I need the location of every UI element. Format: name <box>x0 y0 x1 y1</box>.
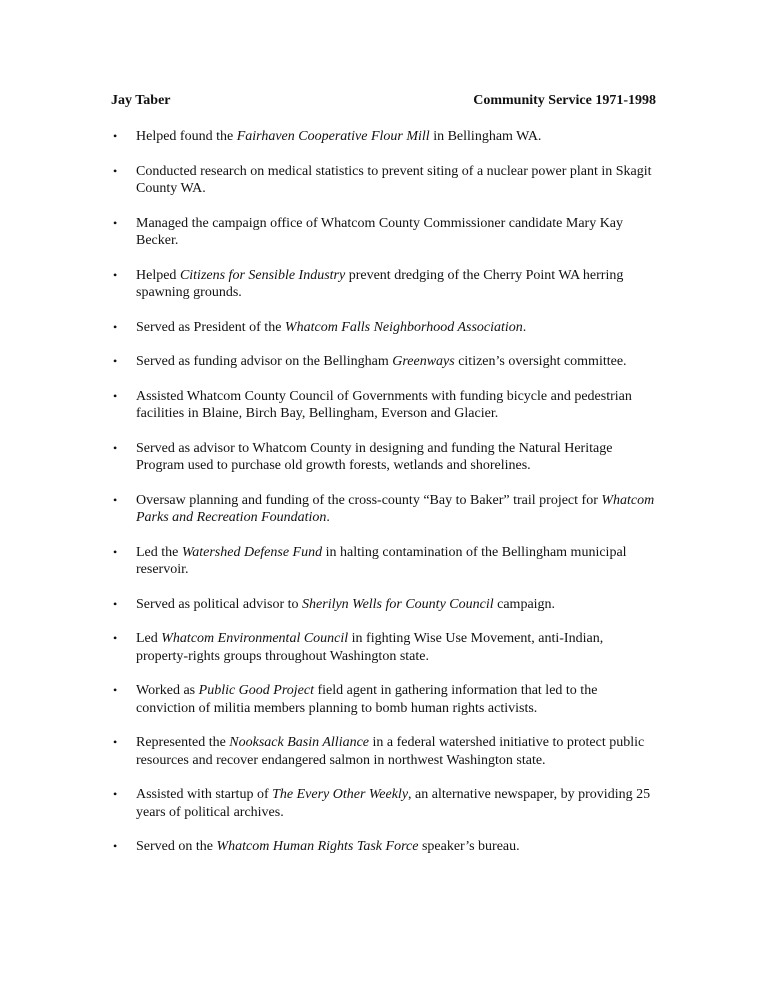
list-item <box>111 163 656 198</box>
document-title: Community Service 1971-1998 <box>473 93 656 108</box>
bullet-icon: • <box>113 544 118 559</box>
bullet-icon: • <box>113 839 118 853</box>
text-segment: Helped found the <box>136 129 237 144</box>
text-segment: Assisted Whatcom County Council of Governments with funding bicycle and pedestrian facilities in Blaine, Birch Bay, Bellingham, Everson and Glacier. <box>136 388 632 421</box>
list-item <box>111 267 656 302</box>
text-segment: speaker’s bureau. <box>418 839 520 854</box>
text-segment: Led <box>136 631 162 646</box>
italic-name: Nooksack Basin Alliance <box>229 735 370 750</box>
text-segment: campaign. <box>493 596 556 612</box>
text-segment: Served on the <box>136 839 217 854</box>
list-item-text <box>136 735 644 768</box>
text-segment: Conducted research on medical statistics to prevent siting of a nuclear power plant in Skagit County WA. <box>136 163 652 196</box>
text-segment: in fighting Wise Use Movement, anti-Indian, property-rights groups throughout Washington state. <box>136 631 604 664</box>
text-segment: field agent in gathering information that led to the conviction of militia members planning to bomb human rights activists. <box>136 683 598 716</box>
bullet-icon: • <box>113 129 118 143</box>
list-item-text <box>136 320 526 335</box>
bullet-icon: • <box>113 319 118 334</box>
italic-name: Watershed Defense Fund <box>181 544 323 560</box>
text-segment: Led the <box>136 544 182 560</box>
list-item <box>111 544 656 579</box>
list-item-text <box>136 164 652 197</box>
text-segment: Worked as <box>136 683 199 698</box>
list-item <box>111 838 656 856</box>
bullet-icon: • <box>113 354 118 368</box>
list-item-text <box>136 545 627 578</box>
list-item <box>111 682 656 717</box>
list-item-text <box>136 441 612 474</box>
text-segment: . <box>326 510 330 525</box>
list-item-text <box>136 493 654 526</box>
bullet-icon: • <box>113 596 118 611</box>
text-segment: , an alternative newspaper, by providing 25 years of political archives. <box>136 787 651 820</box>
text-segment: Helped <box>136 267 180 283</box>
text-segment: in a federal watershed initiative to protect public resources and recover endangered salmon in northwest Washington state. <box>136 735 645 768</box>
italic-name: Whatcom Human Rights Task Force <box>216 839 419 854</box>
bullet-icon: • <box>113 267 118 282</box>
list-item <box>111 353 656 371</box>
list-item-text <box>136 216 623 249</box>
text-segment: Assisted with startup of <box>136 787 273 802</box>
list-item-text <box>136 354 627 369</box>
text-segment: Served as political advisor to <box>136 596 303 612</box>
bullet-icon: • <box>113 631 118 645</box>
list-item <box>111 128 656 146</box>
list-item <box>111 215 656 250</box>
list-item <box>111 492 656 527</box>
italic-name: The Every Other Weekly <box>272 787 409 802</box>
list-item <box>111 319 656 337</box>
text-segment: in halting contamination of the Bellingham municipal reservoir. <box>136 544 627 577</box>
bullet-icon: • <box>113 440 118 455</box>
list-item <box>111 786 656 821</box>
list-item <box>111 734 656 769</box>
list-item <box>111 388 656 423</box>
bullet-icon: • <box>113 163 118 178</box>
list-item <box>111 440 656 475</box>
list-item <box>111 630 656 665</box>
italic-name: Citizens for Sensible Industry <box>179 267 346 283</box>
italic-name: Public Good Project <box>198 683 314 698</box>
service-list <box>111 128 656 873</box>
text-segment: Served as advisor to Whatcom County in designing and funding the Natural Heritage Program used to purchase old growth forests, wetlands and shorelines. <box>136 440 613 473</box>
list-item-text <box>136 268 623 301</box>
bullet-icon: • <box>113 492 118 507</box>
text-segment: prevent dredging of the Cherry Point WA herring spawning grounds. <box>136 267 624 300</box>
italic-name: Greenways <box>392 354 455 369</box>
text-segment: Oversaw planning and funding of the cross-county “Bay to Baker” trail project for <box>136 492 602 508</box>
list-item-text <box>136 389 632 422</box>
list-item-text <box>136 787 650 820</box>
text-segment: in Bellingham WA. <box>429 129 542 144</box>
text-segment: . <box>522 319 527 335</box>
italic-name: Fairhaven Cooperative Flour Mill <box>236 129 430 144</box>
list-item-text <box>136 631 603 664</box>
italic-name: Whatcom Parks and Recreation Foundation <box>136 492 655 525</box>
italic-name: Whatcom Environmental Council <box>161 631 349 646</box>
italic-name: Sherilyn Wells for County Council <box>302 596 494 612</box>
bullet-icon: • <box>113 388 118 403</box>
list-item-text <box>136 839 520 854</box>
text-segment: citizen’s oversight committee. <box>454 354 627 369</box>
list-item <box>111 596 656 614</box>
italic-name: Whatcom Falls Neighborhood Association <box>284 319 523 335</box>
document-header <box>111 92 656 109</box>
text-segment: Served as funding advisor on the Bellingham <box>136 354 393 369</box>
text-segment: Managed the campaign office of Whatcom County Commissioner candidate Mary Kay Becker. <box>136 215 624 248</box>
bullet-icon: • <box>113 683 118 697</box>
bullet-icon: • <box>113 735 118 749</box>
list-item-text <box>136 683 597 716</box>
list-item-text <box>136 129 541 144</box>
text-segment: Represented the <box>136 735 230 750</box>
author-name: Jay Taber <box>111 93 171 108</box>
bullet-icon: • <box>113 787 118 801</box>
list-item-text <box>136 597 555 612</box>
text-segment: Served as President of the <box>136 319 285 335</box>
bullet-icon: • <box>113 215 118 230</box>
